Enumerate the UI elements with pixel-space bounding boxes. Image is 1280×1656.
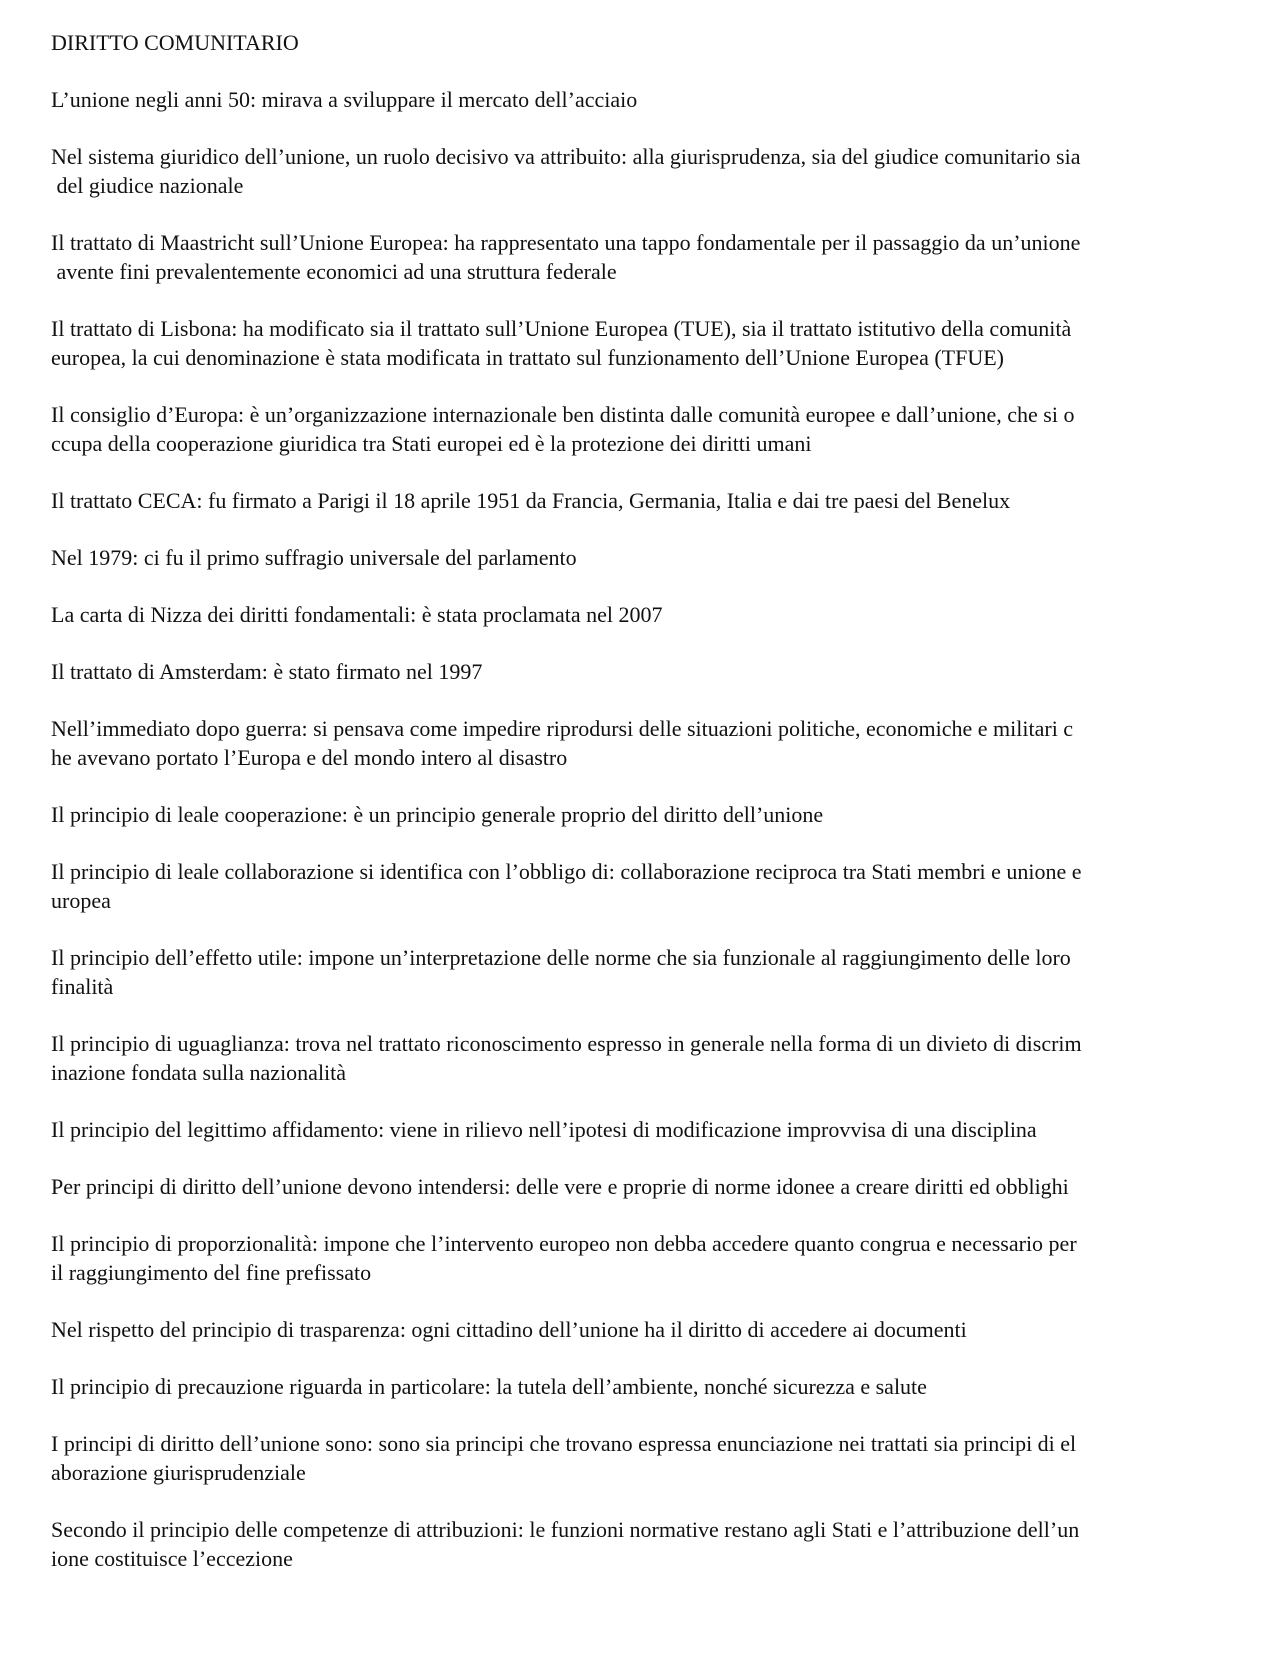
entry-line: ione costituisce l’eccezione: [51, 1546, 293, 1571]
list-item: [51, 543, 1231, 572]
entry-line: europea, la cui denominazione è stata modificata in trattato sul funzionamento dell’Unione Europea (TFUE): [51, 345, 1004, 370]
list-item: [51, 600, 1231, 629]
entry-line: Il principio del legittimo affidamento: viene in rilievo nell’ipotesi di modificazione improvvisa di una disciplina: [51, 1117, 1037, 1142]
entry-line: il raggiungimento del fine prefissato: [51, 1260, 372, 1285]
entry-line: Nel sistema giuridico dell’unione, un ruolo decisivo va attribuito: alla giurisprudenza, sia del giudice comunitario sia: [51, 144, 1081, 169]
entry-line: del giudice nazionale: [51, 173, 244, 198]
entry-line: Il principio di proporzionalità: impone che l’intervento europeo non debba accedere quanto congrua e necessario per: [51, 1231, 1077, 1256]
entry-line: inazione fondata sulla nazionalità: [51, 1060, 347, 1085]
entry-line: Nel 1979: ci fu il primo suffragio universale del parlamento: [51, 545, 577, 570]
document-page: [51, 28, 1231, 1601]
list-item: [51, 1115, 1231, 1144]
entry-line: Il principio di leale cooperazione: è un principio generale proprio del diritto dell’unione: [51, 802, 824, 827]
document-title: DIRITTO COMUNITARIO: [51, 30, 299, 55]
list-item: [51, 1229, 1231, 1287]
entry-line: I principi di diritto dell’unione sono: sono sia principi che trovano espressa enunciazione nei trattati sia principi di el: [51, 1431, 1077, 1456]
list-item: [51, 1315, 1231, 1344]
entry-line: Il consiglio d’Europa: è un’organizzazione internazionale ben distinta dalle comunità europee e dall’unione, che si o: [51, 402, 1075, 427]
list-item: [51, 1172, 1231, 1201]
entry-line: aborazione giurisprudenziale: [51, 1460, 306, 1485]
entry-line: L’unione negli anni 50: mirava a sviluppare il mercato dell’acciaio: [51, 87, 638, 112]
entry-line: Il trattato di Lisbona: ha modificato sia il trattato sull’Unione Europea (TUE), sia il trattato istitutivo della comunità: [51, 316, 1072, 341]
entry-line: he avevano portato l’Europa e del mondo intero al disastro: [51, 745, 568, 770]
list-item: [51, 1029, 1231, 1087]
entry-line: Il trattato di Amsterdam: è stato firmato nel 1997: [51, 659, 483, 684]
entry-line: finalità: [51, 974, 114, 999]
list-item: [51, 943, 1231, 1001]
entry-line: avente fini prevalentemente economici ad una struttura federale: [51, 259, 617, 284]
list-item: [51, 800, 1231, 829]
entry-line: Il principio di uguaglianza: trova nel trattato riconoscimento espresso in generale nella forma di un divieto di discrim: [51, 1031, 1082, 1056]
list-item: [51, 1429, 1231, 1487]
entry-line: Nell’immediato dopo guerra: si pensava come impedire riprodursi delle situazioni politiche, economiche e militari c: [51, 716, 1074, 741]
list-item: [51, 228, 1231, 286]
entry-line: uropea: [51, 888, 111, 913]
entry-line: Il principio di precauzione riguarda in particolare: la tutela dell’ambiente, nonché sicurezza e salute: [51, 1374, 927, 1399]
list-item: [51, 486, 1231, 515]
list-item: [51, 714, 1231, 772]
entry-list: [51, 85, 1231, 1573]
list-item: [51, 857, 1231, 915]
list-item: [51, 142, 1231, 200]
list-item: [51, 1372, 1231, 1401]
entry-line: Il trattato CECA: fu firmato a Parigi il 18 aprile 1951 da Francia, Germania, Italia e dai tre paesi del Benelux: [51, 488, 1011, 513]
list-item: [51, 657, 1231, 686]
entry-line: Secondo il principio delle competenze di attribuzioni: le funzioni normative restano agli Stati e l’attribuzione dell’un: [51, 1517, 1080, 1542]
entry-line: Il principio di leale collaborazione si identifica con l’obbligo di: collaborazione reciproca tra Stati membri e unione e: [51, 859, 1082, 884]
list-item: [51, 400, 1231, 458]
list-item: [51, 1515, 1231, 1573]
entry-line: Per principi di diritto dell’unione devono intendersi: delle vere e proprie di norme idonee a creare diritti ed obblighi: [51, 1174, 1069, 1199]
entry-line: ccupa della cooperazione giuridica tra Stati europei ed è la protezione dei diritti umani: [51, 431, 812, 456]
entry-line: Il principio dell’effetto utile: impone un’interpretazione delle norme che sia funzionale al raggiungimento delle loro: [51, 945, 1071, 970]
list-item: [51, 85, 1231, 114]
entry-line: Nel rispetto del principio di trasparenza: ogni cittadino dell’unione ha il diritto di accedere ai documenti: [51, 1317, 967, 1342]
entry-line: La carta di Nizza dei diritti fondamentali: è stata proclamata nel 2007: [51, 602, 663, 627]
entry-line: Il trattato di Maastricht sull’Unione Europea: ha rappresentato una tappo fondamentale per il passaggio da un’unione: [51, 230, 1081, 255]
list-item: [51, 314, 1231, 372]
